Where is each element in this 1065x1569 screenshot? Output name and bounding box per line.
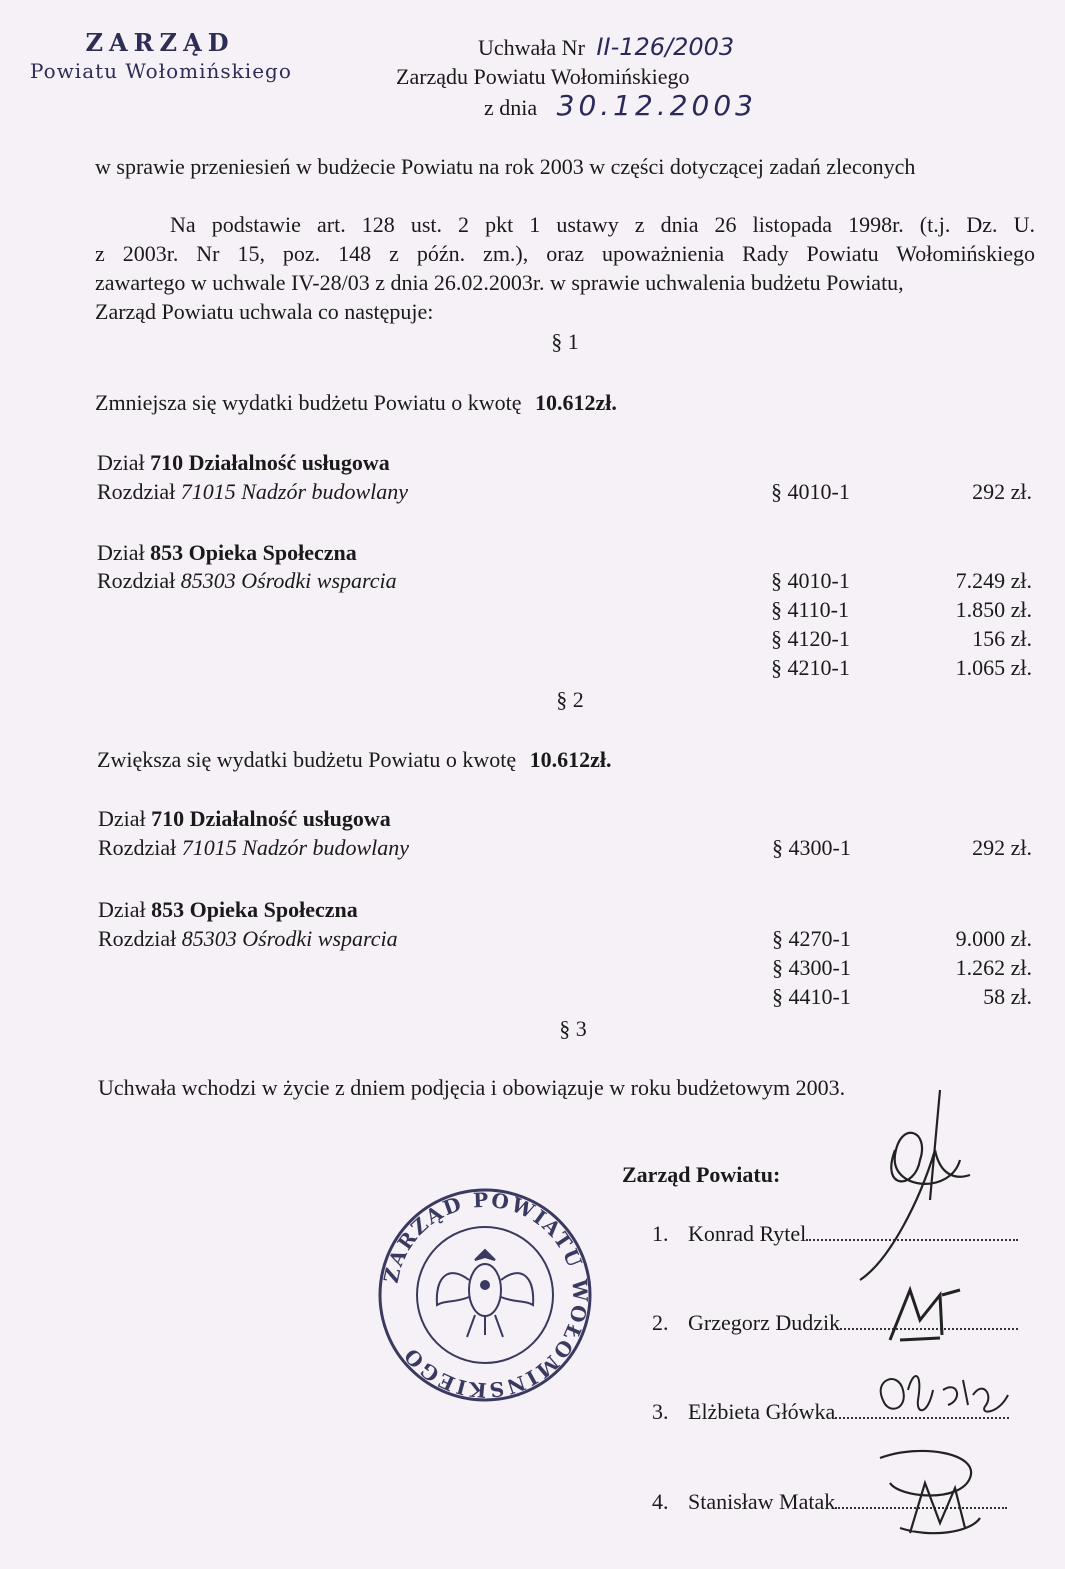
section1-heading: § 1 bbox=[551, 329, 579, 354]
section2-items2-para-2: § 4410-1 bbox=[772, 984, 851, 1009]
section2-rozdzial1 bbox=[98, 834, 409, 862]
dzial-name: Opieka Społeczna bbox=[189, 897, 358, 922]
resolution-title-line2: Zarządu Powiatu Wołomińskiego bbox=[396, 64, 690, 89]
handwritten-signature-rytel bbox=[820, 1080, 1020, 1310]
preamble-line3: zawartego w uchwale IV-28/03 z dnia 26.02.2003r. w sprawie uchwalenia budżetu Powiatu, bbox=[95, 270, 904, 295]
section2-items2-amount-2: 58 zł. bbox=[983, 984, 1032, 1009]
signature-name: Konrad Rytel bbox=[688, 1221, 807, 1246]
handwritten-signature-dudzik bbox=[880, 1280, 990, 1350]
resolution-subject: w sprawie przeniesień w budżecie Powiatu na rok 2003 w części dotyczącej zadań zleconych bbox=[95, 154, 916, 179]
section1-intro-text: Zmniejsza się wydatki budżetu Powiatu o kwotę bbox=[95, 390, 522, 415]
dzial-prefix: Dział bbox=[97, 540, 145, 565]
section2-items1-amount-0: 292 zł. bbox=[972, 835, 1032, 860]
section1-items1-amount-0: 292 zł. bbox=[972, 479, 1032, 504]
header-stamp bbox=[30, 28, 290, 83]
section1-items2-amount-3: 1.065 zł. bbox=[955, 655, 1032, 680]
rozdzial-prefix: Rozdział bbox=[97, 568, 176, 593]
section2-items1-para-0: § 4300-1 bbox=[772, 835, 851, 860]
dzial-name: Opieka Społeczna bbox=[188, 540, 357, 565]
resolution-date-prefix: z dnia bbox=[484, 95, 538, 120]
section2-items2-para-0: § 4270-1 bbox=[772, 926, 851, 951]
dzial-name: Działalność usługowa bbox=[188, 450, 390, 475]
section1-items2-para-0: § 4010-1 bbox=[771, 568, 850, 593]
rozdzial-number: 71015 bbox=[180, 479, 236, 504]
dzial-prefix: Dział bbox=[97, 450, 145, 475]
rozdzial-number: 85303 bbox=[181, 926, 237, 951]
section1-items2-para-1: § 4110-1 bbox=[771, 597, 850, 622]
rozdzial-number: 85303 bbox=[180, 568, 236, 593]
dzial-number: 853 bbox=[151, 897, 185, 922]
section1-dzial1 bbox=[97, 449, 390, 477]
rozdzial-prefix: Rozdział bbox=[98, 926, 177, 951]
signature-number: 3. bbox=[652, 1399, 669, 1424]
signature-name: Stanisław Matak bbox=[688, 1489, 836, 1514]
section3-heading: § 3 bbox=[559, 1016, 587, 1041]
section2-dzial1 bbox=[98, 805, 391, 833]
rozdzial-prefix: Rozdział bbox=[98, 835, 177, 860]
section1-rozdzial2 bbox=[97, 567, 397, 595]
section3-text: Uchwała wchodzi w życie z dniem podjęcia i obowiązuje w roku budżetowym 2003. bbox=[98, 1075, 846, 1100]
dzial-prefix: Dział bbox=[98, 806, 146, 831]
section2-items2-para-1: § 4300-1 bbox=[772, 955, 851, 980]
rozdzial-name: Ośrodki wsparcia bbox=[242, 926, 398, 951]
preamble-line1: Na podstawie art. 128 ust. 2 pkt 1 ustawy z dnia 26 listopada 1998r. (t.j. Dz. U. bbox=[170, 212, 1035, 237]
section2-rozdzial2 bbox=[98, 925, 398, 953]
handwritten-signature-matak bbox=[860, 1438, 1000, 1548]
seal-ring-text bbox=[379, 1188, 593, 1403]
header-stamp-line2: Powiatu Wołomińskiego bbox=[30, 59, 292, 83]
section2-intro-text: Zwiększa się wydatki budżetu Powiatu o kwotę bbox=[97, 747, 517, 772]
dzial-number: 710 bbox=[151, 806, 185, 831]
rozdzial-name: Ośrodki wsparcia bbox=[241, 568, 397, 593]
eagle-emblem-icon bbox=[437, 1250, 533, 1337]
resolution-number-prefix: Uchwała Nr bbox=[478, 35, 585, 60]
section1-items2-amount-2: 156 zł. bbox=[972, 626, 1032, 651]
dzial-number: 710 bbox=[150, 450, 184, 475]
signatures-title: Zarząd Powiatu: bbox=[622, 1162, 781, 1187]
signature-name: Grzegorz Dudzik bbox=[688, 1310, 841, 1335]
section2-total-amount: 10.612zł. bbox=[529, 747, 612, 772]
section1-intro bbox=[95, 389, 617, 417]
resolution-title-line3 bbox=[484, 89, 757, 122]
header-stamp-line1: ZARZĄD bbox=[85, 28, 235, 57]
handwritten-signature-glowka bbox=[868, 1360, 1018, 1430]
section2-dzial2 bbox=[98, 896, 358, 924]
rozdzial-name: Nadzór budowlany bbox=[241, 479, 409, 504]
preamble-line2: z 2003r. Nr 15, poz. 148 z późn. zm.), oraz upoważnienia Rady Powiatu Wołomińskiego bbox=[95, 241, 1035, 266]
signature-name: Elżbieta Główka bbox=[688, 1399, 836, 1424]
signature-number: 2. bbox=[652, 1310, 669, 1335]
section1-items2-para-3: § 4210-1 bbox=[771, 655, 850, 680]
signature-number: 1. bbox=[652, 1221, 669, 1246]
dzial-prefix: Dział bbox=[98, 897, 146, 922]
rozdzial-prefix: Rozdział bbox=[97, 479, 176, 504]
section2-items2-amount-0: 9.000 zł. bbox=[955, 926, 1032, 951]
section1-rozdzial1 bbox=[97, 478, 408, 506]
dzial-name: Działalność usługowa bbox=[189, 806, 391, 831]
resolution-number-handwritten: II-126/2003 bbox=[596, 33, 735, 61]
official-round-seal bbox=[375, 1185, 595, 1405]
section2-heading: § 2 bbox=[556, 687, 584, 712]
section1-dzial2 bbox=[97, 539, 357, 567]
dzial-number: 853 bbox=[150, 540, 184, 565]
rozdzial-number: 71015 bbox=[181, 835, 237, 860]
section1-items1-para-0: § 4010-1 bbox=[771, 479, 850, 504]
section2-intro bbox=[97, 746, 612, 774]
section2-items2-amount-1: 1.262 zł. bbox=[955, 955, 1032, 980]
preamble-line4: Zarząd Powiatu uchwala co następuje: bbox=[95, 299, 434, 324]
resolution-date-handwritten: 30.12.2003 bbox=[556, 89, 757, 122]
section1-total-amount: 10.612zł. bbox=[534, 390, 617, 415]
section1-items2-para-2: § 4120-1 bbox=[771, 626, 850, 651]
resolution-title-line1 bbox=[478, 33, 734, 62]
seal-ring-textpath: ZARZĄD POWIATU WOŁOMIŃSKIEGO bbox=[378, 1187, 593, 1403]
section1-items2-amount-0: 7.249 zł. bbox=[955, 568, 1032, 593]
section1-items2-amount-1: 1.850 zł. bbox=[955, 597, 1032, 622]
signature-number: 4. bbox=[652, 1489, 669, 1514]
rozdzial-name: Nadzór budowlany bbox=[242, 835, 410, 860]
